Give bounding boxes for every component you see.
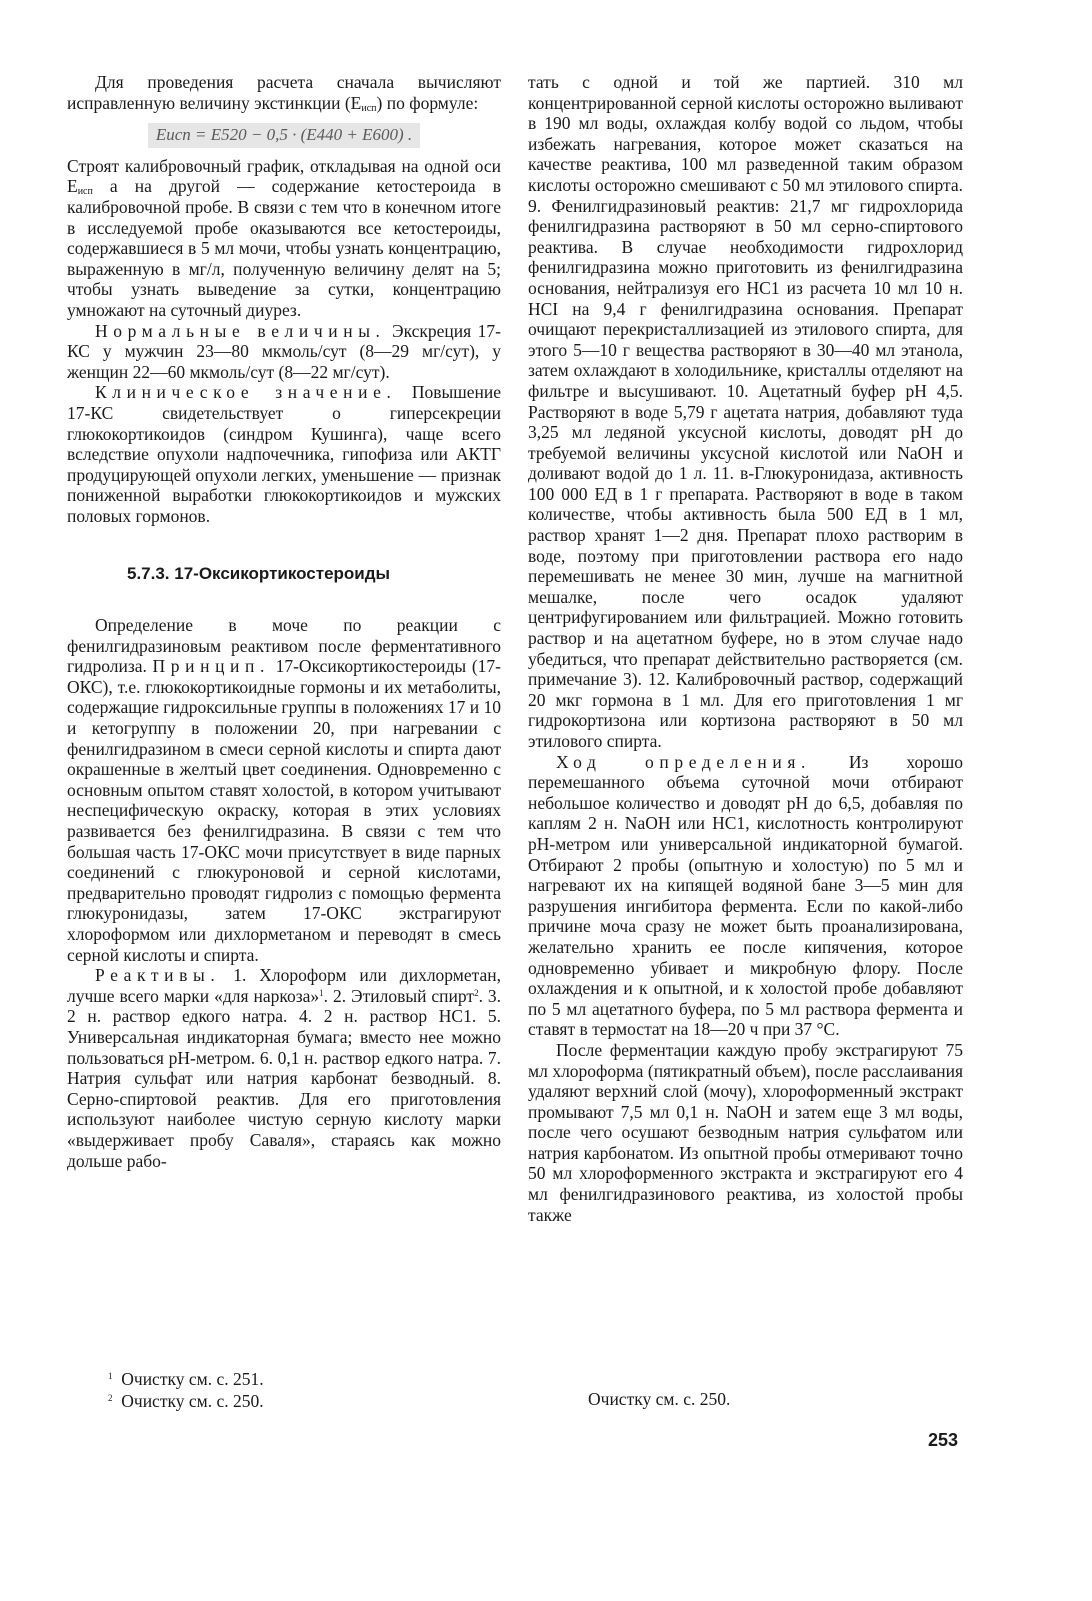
paragraph-reagents-cont: тать с одной и той же партией. 310 мл концентрированной серной кислоты осторожно выливают в 190 мл воды, охлаждая колбу водой со льдом, чтобы избежать нагревания, которое может сказаться на качестве реактива, 100 мл разведенной таким образом кислоты осторожно смешивают с 50 мл этилового спирта. 9. Фенилгидразиновый реактив: 21,7 мг гидрохлорида фенилгидразина растворяют в 50 мл серно-спиртового реактива. В случае необходимости гидрохлорид фенилгидразина можно приготовить из фенилгидразина основания, нейтрализуя его НС1 из расчета 10 мл 10 н. НСI на 9,4 г фенилгидразина основания. Препарат очищают перекристаллизацией из этилового спирта, для этого 5—10 г вещества растворяют в 30—40 мл этанола, затем охлаждают в холодильнике, кристаллы отделяют на фильтре и высушивают. 10. Ацетатный буфер рН 4,5. Растворяют в воде 5,79 г ацетата натрия, добавляют туда 3,25 мл ледяной уксусной кислоты, доводят рН до требуемой величины уксусной кислотой или NaOH и доливают водой до 1 л. 11. в-Глюкуронидаза, активность 100 000 ЕД в 1 г препарата. Растворяют в воде в таком количестве, чтобы активность была 500 ЕД в 1 мл, раствор хранят 1—2 дня. Препарат плохо растворим в воде, поэтому при приготовлении раствора его надо перемешивать не менее 30 мин, лучше на магнитной мешалке, после чего осадок удаляют центрифугированием или фильтрацией. Можно готовить раствор и на ацетатном буфере, но в этом случае надо убедиться, что препарат действительно растворяется (см. примечание 3). 12. Калибровочный раствор, содержащий 20 мкг гормона в 1 мл. Для его приготовления 1 мг гидрокортизона или кортизона растворяют в 50 мл этилового спирта. — [528, 72, 963, 751]
paragraph-clinical: Клиническое значение. Повышение 17-КС свидетельствует о гиперсекреции глюкокортикоидов (синдром Кушинга), чаще всего вследствие опухоли надпочечника, гипофиза или АКТГ продуцирующей опухоли легких, уменьшение — признак пониженной выработки глюкокортикоидов и мужских половых гормонов. — [67, 382, 501, 526]
spaced-lead: Клиническое значение. — [95, 382, 397, 403]
formula — [67, 123, 501, 148]
paragraph-extinction: Для проведения расчета сначала вычисляют исправленную величину экстинкции $(E_{исп})$ по формуле: — [67, 72, 501, 114]
footnote-right: Очистку см. с. 250. — [588, 1389, 731, 1409]
section-heading: 5.7.3. 17-Оксикортикостероиды — [127, 564, 391, 584]
spaced-lead: Нормальные величины. — [95, 320, 386, 341]
paragraph-normal-values: Нормальные величины. Экскреция 17-КС у мужчин 23—80 мкмоль/сут (8—29 мг/сут), у женщин 22—60 мкмоль/сут (8—22 мг/сут). — [67, 320, 502, 382]
paragraph-fermentation: После ферментации каждую пробу экстрагируют 75 мл хлороформа (пятикратный объем), после расслаивания удаляют верхний слой (мочу), хлороформенный экстракт промывают 7,5 мл 0,1 н. NaOH и затем еще 3 мл воды, после чего осушают безводным натрия сульфатом или натрия карбонатом. Из опытной пробы отмеривают точно 50 мл хлороформенного экстракта и экстрагируют его 4 мл фенилгидразинового реактива, из холостой пробы также — [528, 1039, 963, 1225]
paragraph-calibration: Строят калибровочный график, откладывая на одной оси $E_{исп}$ а на другой — содержание кетостероида в калибровочной пробе. В связи с тем что в конечном итоге в исследуемой пробе оказываются все кетостероиды, содержавшиеся в 5 мл мочи, чтобы узнать концентрацию, выраженную в мг/л, полученную величину делят на 5; чтобы узнать выведение за сутки, концентрацию умножают на суточный диурез. — [67, 155, 501, 320]
footnotes — [108, 1368, 264, 1412]
spaced-lead: Реактивы. — [95, 965, 221, 986]
right-column — [528, 72, 963, 1225]
paragraph-reagents: Реактивы. 1. Хлороформ или дихлорметан, лучше всего марки «для наркоза»$^1$. 2. Этиловый спирт$^2$. 3. 2 н. раствор едкого натра. 4. 2 н. раствор НС1. 5. Универсальная индикаторная бумага; вместо нее можно пользоваться рН-метром. 6. 0,1 н. раствор едкого натра. 7. Натрия сульфат или натрия карбонат безводный. 8. Серно-спиртовой реактив. Для его приготовления используют наиболее чистую серную кислоту марки «выдерживает пробу Саваля», стараясь как можно дольше рабо- — [67, 965, 501, 1171]
spaced-lead: Ход определения. — [556, 751, 811, 772]
left-column — [67, 72, 501, 1171]
spaced-lead: Принцип. — [152, 656, 270, 677]
page-number: 253 — [928, 1430, 959, 1450]
footnote-2: $^2$ Очистку см. с. 250. — [108, 1391, 264, 1411]
paragraph-principle: Определение в моче по реакции с фенилгидразиновым реактивом после ферментативного гидролиза. Принцип. 17-Оксикортикостероиды (17-ОКС), т.е. глюкокортикоидные гормоны и их метаболиты, содержащие гидроксильные группы в положениях 17 и 10 и кетогруппу в положении 20, при нагревании с фенилгидразином в смеси серной кислоты и спирта дают окрашенные в желтый цвет соединения. Одновременно с основным опытом ставят холостой, в котором учитывают неспецифическую окраску, которая в этих условиях развивается без фенилгидразина. В связи с тем что большая часть 17-ОКС мочи присутствует в виде парных соединений с глюкуроновой и серной кислотами, предварительно проводят гидролиз с помощью фермента глюкуронидазы, затем 17-ОКС экстрагируют хлороформом или дихлорметаном и переводят в смесь серной кислоты и спирта. — [67, 615, 501, 965]
formula-image: Eисп = E520 − 0,5 · (E440 + E600) . — [148, 123, 420, 148]
paragraph-procedure: Ход определения. Из хорошо перемешанного объема суточной мочи отбирают небольшое количество и доводят рН до 6,5, добавляя по каплям 2 н. NaOH или НС1, кислотность контролируют рН-метром или универсальной индикаторной бумагой. Отбирают 2 пробы (опытную и холостую) по 5 мл и нагревают их на кипящей водяной бане 3—5 мин для разрушения ингибитора фермента. Если по какой-либо причине моча сразу не может быть проанализирована, желательно хранить ее после кипячения, которое одновременно убивает и микробную флору. После охлаждения и к опытной, и к холостой пробе добавляют по 5 мл ацетатного буфера, по 5 мл раствора фермента и ставят в термостат на 18—20 ч при 37 °С. — [528, 751, 963, 1040]
footnote-1: $^1$ Очистку см. с. 251. — [108, 1369, 264, 1389]
